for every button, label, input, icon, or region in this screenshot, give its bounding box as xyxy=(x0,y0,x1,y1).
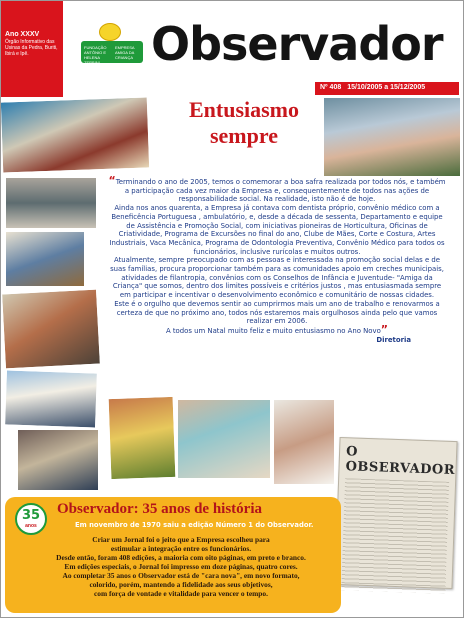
masthead-title: Observador xyxy=(151,17,443,71)
edition-description: Órgão Informativo das Usinas da Pedra, Buriti, Ibirá e Ipê. xyxy=(5,39,58,57)
photo-crowd-event xyxy=(0,96,150,173)
issue-bar xyxy=(315,82,459,95)
article-paragraph-text: Terminando o ano de 2005, temos o comemorar a boa safra realizada por todos nós, e também a participação cada vez maior da Empresa e, consequentemente de todos nas ações de responsabilidade social. Na realidade, isto não é de hoje. xyxy=(115,178,446,204)
history-subtitle: Em novembro de 1970 saiu a edição Número 1 do Observador. xyxy=(75,521,314,529)
photo-outdoor-activity xyxy=(4,369,98,428)
history-box xyxy=(5,497,341,613)
history-line: colorido, porém, mantendo a fidelidade aos seus objetivos, xyxy=(89,580,273,589)
headline-line-2: sempre xyxy=(209,123,279,148)
history-line: Ao completar 35 anos o Observador está de "cara nova", em novo formato, xyxy=(62,571,300,580)
badge-unit: anos xyxy=(25,523,37,529)
history-line: estimular a integração entre os funcionários. xyxy=(110,544,252,553)
history-line: com força de vontade e vitalidade para vencer o tempo. xyxy=(94,589,268,598)
issue-dates: 15/10/2005 a 15/12/2005 xyxy=(347,84,426,91)
photo-classroom xyxy=(1,289,101,370)
photo-dentist xyxy=(5,231,85,287)
article-signature: Diretoria xyxy=(376,335,411,344)
article-paragraph: Atualmente, sempre preocupado com as pessoas e interessada na promoção social delas e de suas famílias, procura proporcionar também para as comunidades apoio em creches municipais, atividades de filantropia, convênios com os Conselhos de Infância e Juventude- "Amiga da Criança" que somos, dentro dos limites possíveis e critérios justos , mas entusiasmada sempre em participar e incentivar o desenvolvimento econômico e comunitário de nossas cidades. xyxy=(110,256,444,300)
old-newspaper-title: O OBSERVADOR xyxy=(345,444,456,479)
article-paragraph: Este é o orgulho que devemos sentir ao cumprirmos mais um ano de trabalho e renovarmos a certeza de que no próximo ano, todos nós estaremos mais orgulhosos ainda pelo que vamos realizar em 2006. xyxy=(114,299,440,326)
headline-line-1: Entusiasmo xyxy=(188,97,300,122)
close-quote: ” xyxy=(380,322,389,336)
issue-number: Nº 408 xyxy=(320,84,342,91)
history-body xyxy=(23,535,339,598)
logo-left-text: FUNDAÇÃO ANTÔNIO E HELENA ZERBINI xyxy=(84,45,107,65)
foundation-logo xyxy=(81,23,143,65)
old-newspaper-text-lines xyxy=(341,478,449,594)
edition-sidetab xyxy=(1,1,63,97)
anniversary-badge xyxy=(15,503,47,535)
history-line: Desde então, foram 408 edições, a maioria com oito páginas, em preto e branco. xyxy=(56,553,306,562)
history-title: Observador: 35 anos de história xyxy=(57,501,263,517)
photo-schoolchildren xyxy=(17,429,99,491)
photo-children-group xyxy=(323,97,461,177)
history-line: Criar um Jornal foi o jeito que a Empresa escolheu para xyxy=(92,535,270,544)
history-line: Em edições especiais, o Jornal foi impresso em doze páginas, quatro cores. xyxy=(64,562,298,571)
article-paragraph xyxy=(107,174,447,204)
logo-right-text: EMPRESA AMIGA DA CRIANÇA xyxy=(115,45,135,60)
open-quote: “ xyxy=(108,174,116,187)
photo-doctor-patient xyxy=(273,399,335,485)
article-paragraph xyxy=(107,322,447,336)
photo-child-costume xyxy=(108,396,177,480)
photo-gathering xyxy=(5,177,97,229)
article-headline xyxy=(169,97,319,149)
article-paragraph: Ainda nos anos quarenta, a Empresa já contava com dentista próprio, convênio médico com a Beneficência Portuguesa , ambulatório, e, desde a década de sessenta, Departamento e equipe de Assistência e Promoção Social, com iniciativas pioneiras de Horticultura, Oficinas de Criatividade, Programa de Excursões no final do ano, Clube de Mães, Corte e Costura, Artes Industriais, Vaca Mecânica, Programa de Odontologia Preventiva, Convênio Médico para todos os funcionários, inclusive rurícolas e muitos outros. xyxy=(109,204,445,256)
old-newspaper-image xyxy=(334,437,457,589)
photo-mother-baby xyxy=(177,399,271,479)
badge-number: 35 xyxy=(21,508,41,523)
edition-year: Ano XXXV xyxy=(5,31,40,38)
smiley-logo-icon xyxy=(99,23,121,41)
article-paragraph-text: A todos um Natal muito feliz e muito entusiasmo no Ano Novo xyxy=(165,326,381,335)
article-body xyxy=(107,174,447,344)
